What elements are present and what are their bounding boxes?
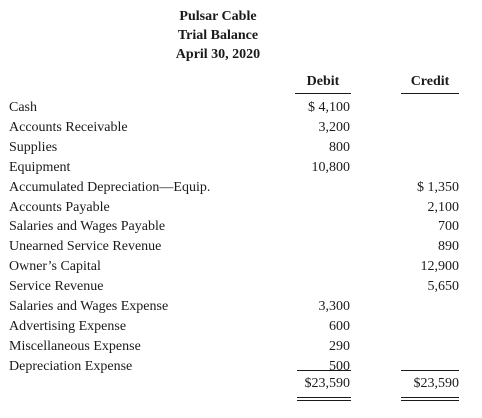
account-row — [0, 337, 482, 357]
account-name: Owner’s Capital — [9, 259, 101, 275]
debit-total-double-underline — [297, 397, 351, 401]
account-name: Accounts Payable — [9, 199, 110, 215]
account-name: Salaries and Wages Expense — [9, 299, 169, 314]
debit-header-underline — [295, 93, 351, 94]
account-name: Unearned Service Revenue — [9, 239, 162, 255]
account-row — [0, 217, 482, 237]
debit-amount: $ 4,100 — [308, 100, 350, 115]
account-name: Depreciation Expense — [9, 358, 133, 374]
debit-amount: 290 — [329, 338, 350, 354]
account-name: Advertising Expense — [9, 318, 127, 334]
credit-column-header: Credit — [410, 74, 450, 89]
account-name: Accounts Receivable — [9, 119, 128, 135]
account-row — [0, 98, 482, 118]
account-row — [0, 297, 482, 317]
account-row — [0, 317, 482, 337]
debit-amount: 500 — [329, 358, 350, 374]
debit-amount: 3,200 — [318, 119, 350, 135]
debit-column-header: Debit — [306, 74, 340, 89]
statement-title: Trial Balance — [177, 28, 259, 43]
account-name: Supplies — [9, 139, 58, 155]
debit-amount: 800 — [329, 139, 350, 155]
company-name: Pulsar Cable — [179, 9, 257, 24]
account-row — [0, 237, 482, 257]
debit-total-rule — [297, 370, 351, 371]
credit-total: $23,590 — [413, 376, 459, 391]
account-name: Equipment — [9, 159, 71, 175]
account-row — [0, 198, 482, 218]
account-row — [0, 257, 482, 277]
account-row — [0, 118, 482, 138]
credit-amount: $ 1,350 — [417, 179, 459, 195]
account-name: Accumulated Depreciation—Equip. — [9, 179, 211, 195]
credit-amount: 890 — [438, 239, 459, 255]
debit-amount: 3,300 — [318, 299, 350, 314]
account-name: Cash — [9, 100, 37, 115]
debit-amount: 10,800 — [311, 159, 350, 175]
account-name: Service Revenue — [9, 279, 104, 295]
account-row — [0, 158, 482, 178]
credit-amount: 12,900 — [420, 259, 459, 275]
credit-amount: 5,650 — [427, 279, 459, 295]
credit-header-underline — [401, 93, 459, 94]
account-name: Salaries and Wages Payable — [9, 219, 166, 235]
statement-date: April 30, 2020 — [175, 47, 261, 62]
debit-amount: 600 — [329, 318, 350, 334]
account-row — [0, 138, 482, 158]
credit-amount: 2,100 — [427, 199, 459, 215]
credit-total-rule — [401, 370, 459, 371]
debit-total: $23,590 — [304, 376, 350, 391]
account-row — [0, 277, 482, 297]
account-name: Miscellaneous Expense — [9, 338, 141, 354]
credit-amount: 700 — [438, 219, 459, 235]
credit-total-double-underline — [401, 397, 459, 401]
account-row — [0, 178, 482, 198]
